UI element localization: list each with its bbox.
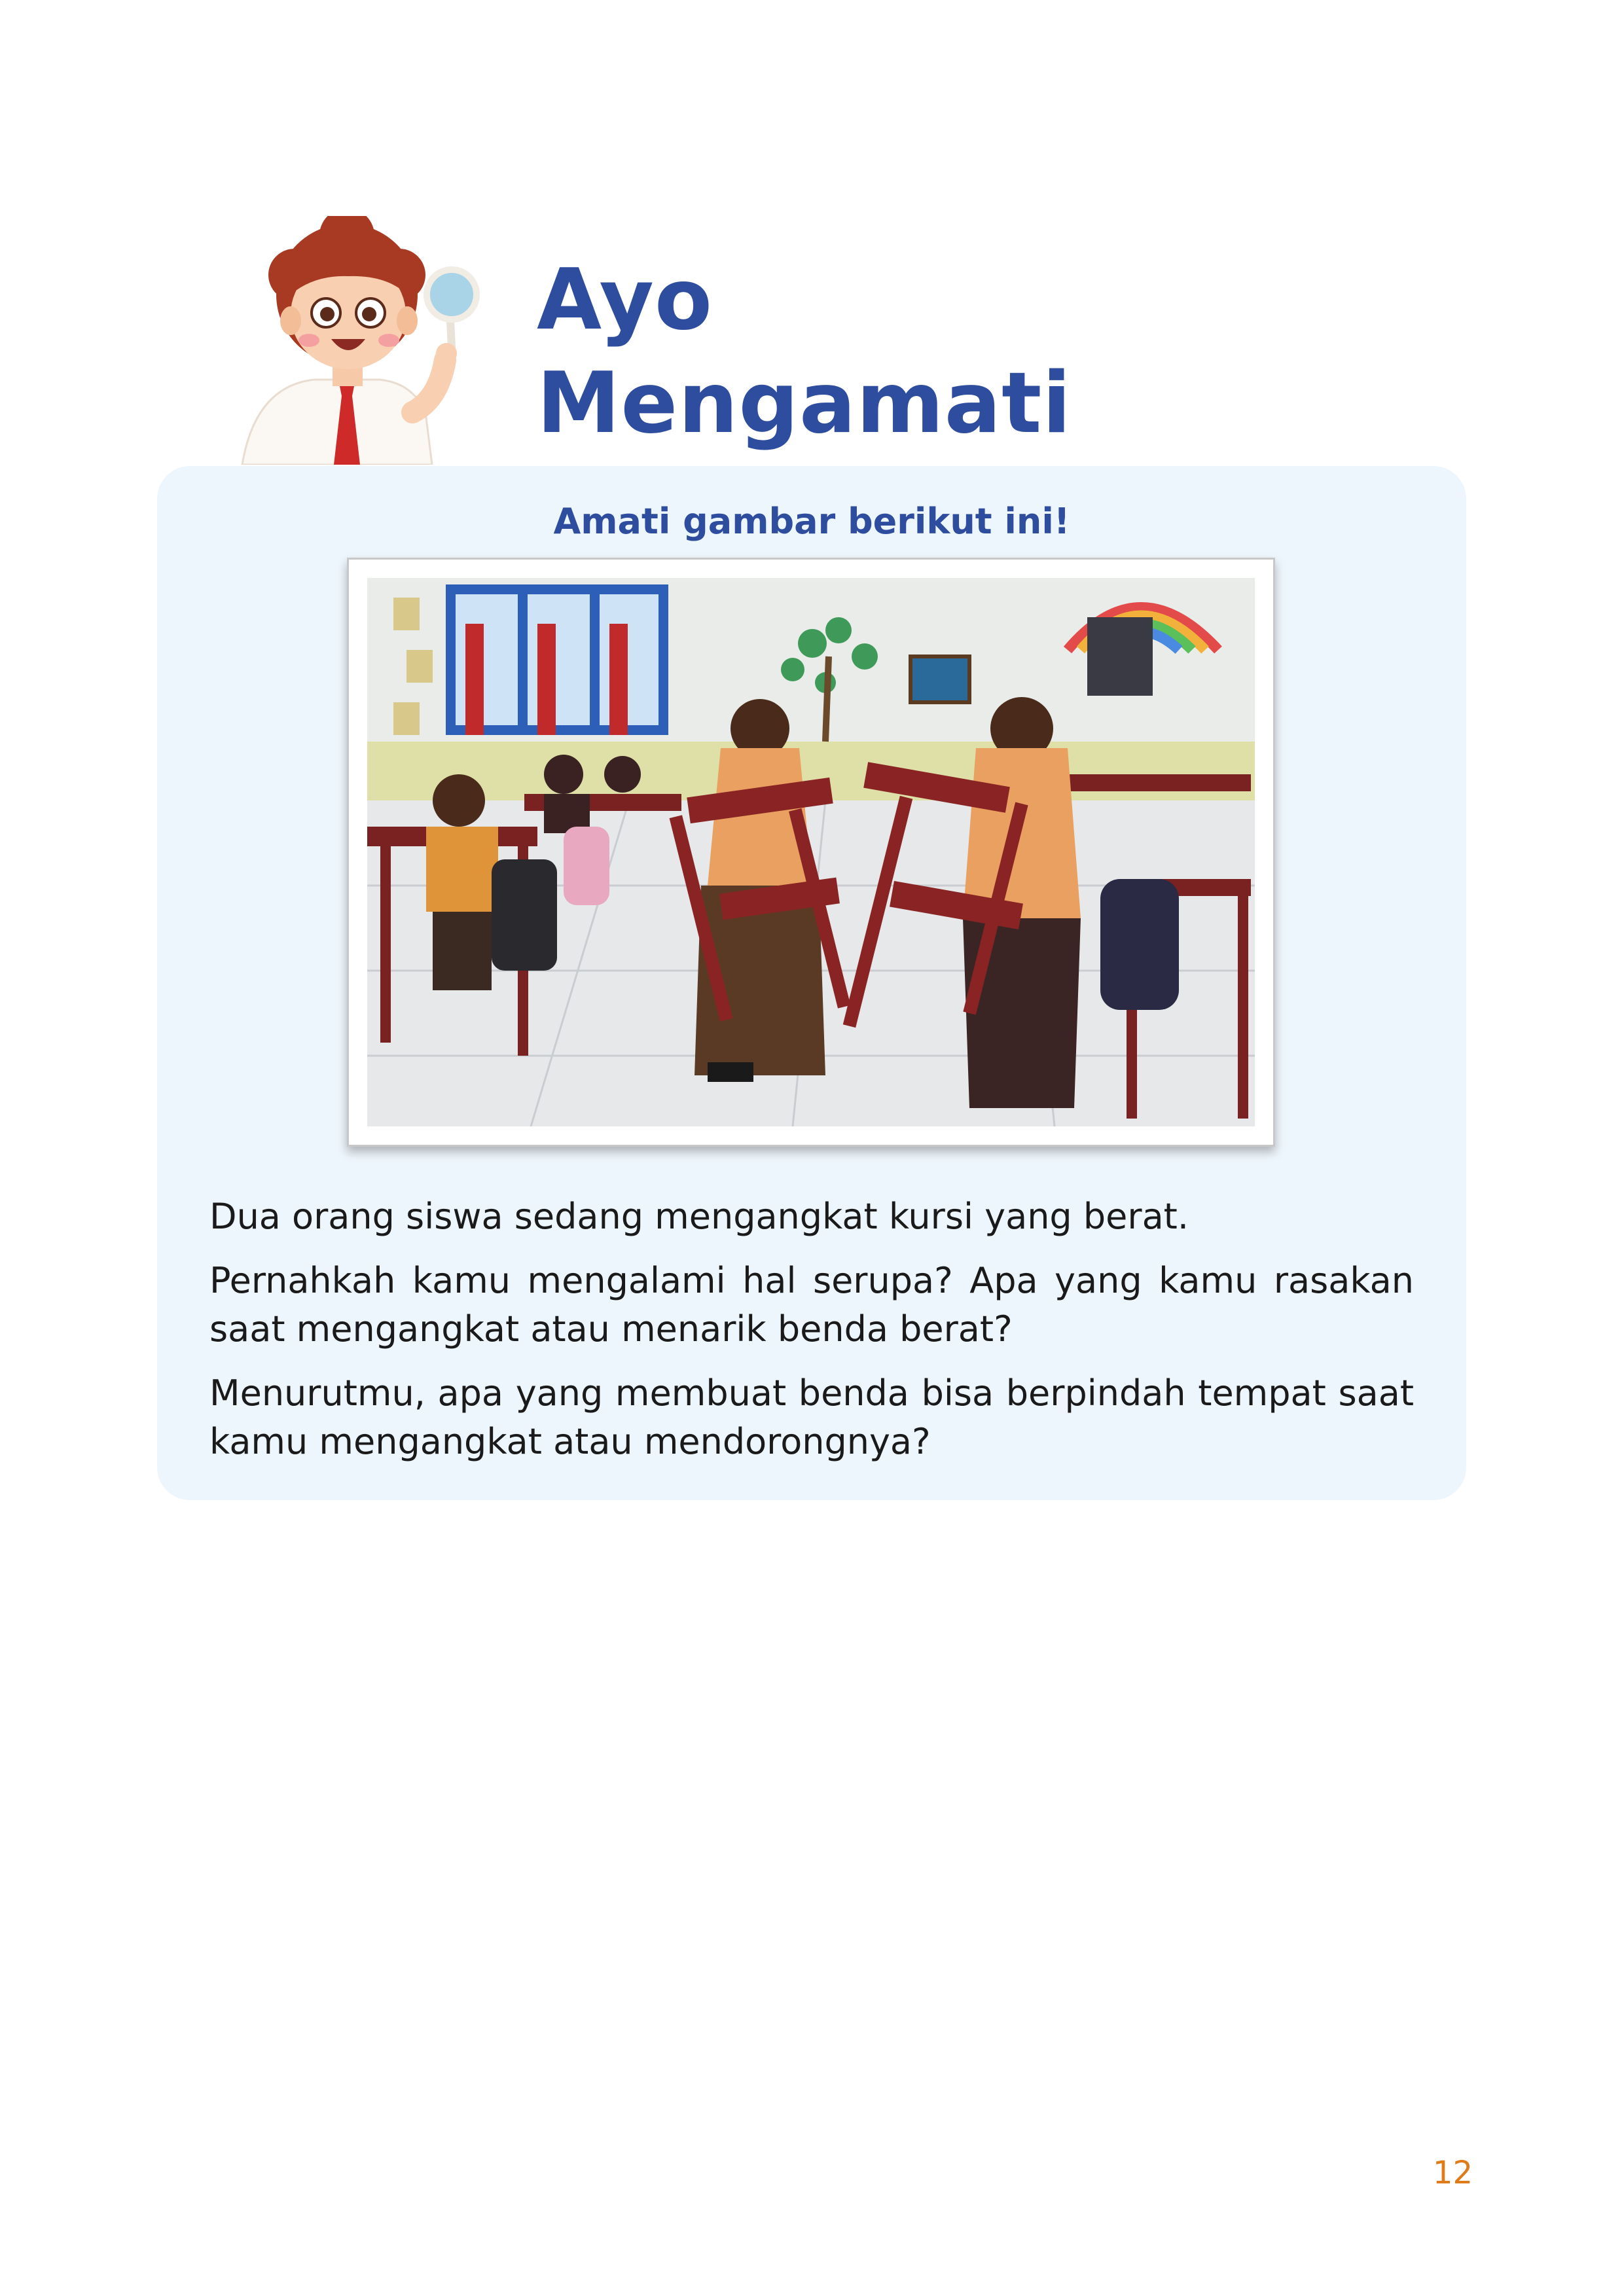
card-subtitle: Amati gambar berikut ini! — [553, 501, 1070, 542]
page-number: 12 — [1432, 2155, 1473, 2191]
title-line-2: Mengamati — [537, 355, 1072, 452]
student-magnifier-mascot-icon — [236, 216, 484, 465]
section-header — [236, 216, 1087, 465]
photo-frame — [347, 558, 1275, 1147]
paragraph-3: Menurutmu, apa yang membuat benda bisa berpindah tempat saat kamu mengangkat atau mendorongnya? — [209, 1372, 1414, 1462]
page-title — [537, 249, 1072, 456]
card-body — [209, 1193, 1414, 1482]
observation-card — [157, 466, 1466, 1500]
paragraph-2: Pernahkah kamu mengalami hal serupa? Apa yang kamu rasakan saat mengangkat atau menarik benda berat? — [209, 1260, 1414, 1350]
paragraph-1: Dua orang siswa sedang mengangkat kursi yang berat. — [209, 1196, 1189, 1237]
classroom-photo — [367, 578, 1255, 1126]
title-line-1: Ayo — [537, 251, 713, 349]
